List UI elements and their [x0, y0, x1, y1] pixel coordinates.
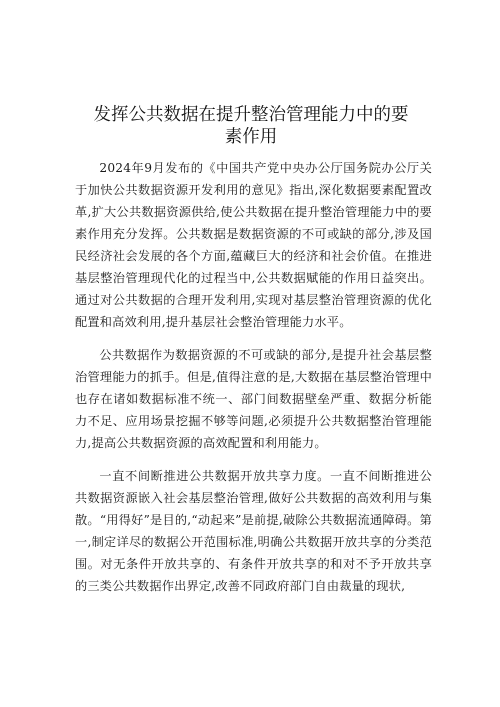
- document-body: [75, 157, 432, 608]
- document-title: 发挥公共数据在提升整治管理能力中的要素作用: [93, 105, 409, 147]
- paragraph-2: 公共数据作为数据资源的不可或缺的部分,是提升社会基层整治管理能力的抓手。但是,值得注意的是,大数据在基层整治管理中也存在诸如数据标准不统一、部门间数据壁垒严重、数据分析能力不足、应用场景挖掘不够等问题,必须提升公共数据整治管理能力,提高公共数据资源的高效配置和利用能力。: [75, 348, 432, 450]
- paragraph-1: 2024年9月发布的《中国共产党中央办公厅国务院办公厅关于加快公共数据资源开发利用的意见》指出,深化数据要素配置改革,扩大公共数据资源供给,使公共数据在提升整治管理能力中的要素作用充分发挥。公共数据是数据资源的不可或缺的部分,涉及国民经济社会发展的各个方面,蕴藏巨大的经济和社会价值。在推进基层整治管理现代化的过程当中,公共数据赋能的作用日益突出。通过对公共数据的合理开发利用,实现对基层整治管理资源的优化配置和高效利用,提升基层社会整治管理能力水平。: [75, 161, 432, 329]
- paragraph-3: 一直不间断推进公共数据开放共享力度。一直不间断推进公共数据资源嵌入社会基层整治管理,做好公共数据的高效利用与集散。“用得好”是目的,“动起来”是前提,破除公共数据流通障碍。第一,制定详尽的数据公开范围标准,明确公共数据开放共享的分类范围。对无条件开放共享的、有条件开放共享的和对不予开放共享的三类公共数据作出界定,改善不同政府部门自由裁量的现状,: [75, 469, 432, 593]
